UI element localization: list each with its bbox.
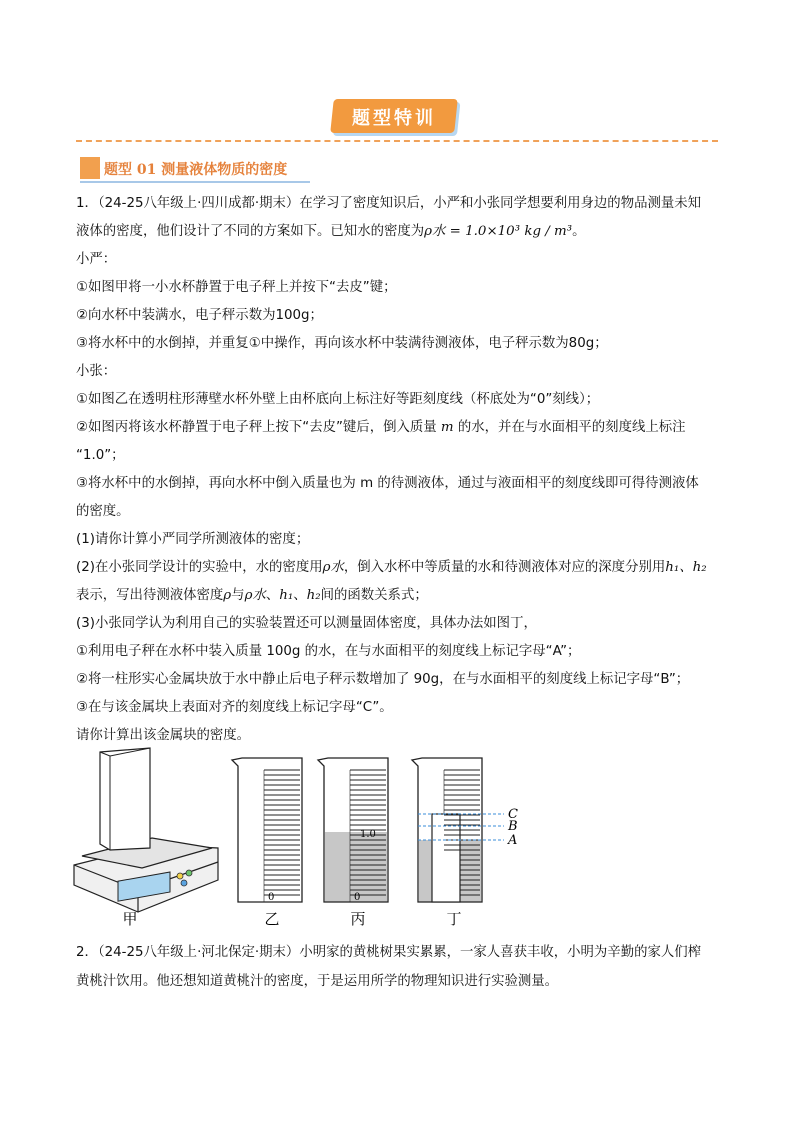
xiaoyan-step-1: ①如图甲将一小水杯静置于电子秤上并按下“去皮”键； bbox=[76, 280, 397, 295]
h1: h₁ bbox=[279, 588, 294, 603]
section-underline bbox=[80, 181, 310, 183]
caption-ding: 丁 bbox=[446, 910, 462, 928]
xiaozhang-step-1: ①如图乙在透明柱形薄壁水杯外壁上由杯底向上标注好等距刻度线（杯底处为“0”刻线）； bbox=[76, 392, 600, 407]
subquestion-2-line2 bbox=[76, 582, 721, 610]
caption-bing: 丙 bbox=[350, 910, 366, 928]
xiaoyan-step-3: ③将水杯中的水倒掉，并重复①中操作，再向该水杯中装满待测液体，电子秤示数为80g； bbox=[76, 336, 608, 351]
subquestion-3-end: 请你计算出该金属块的密度。 bbox=[76, 728, 251, 743]
xz-step2-text-a: ②如图丙将该水杯静置于电子秤上按下“去皮”键后，倒入质量 bbox=[76, 420, 437, 435]
question-1 bbox=[76, 190, 721, 750]
dashed-divider bbox=[76, 140, 718, 142]
rho-water: ρ水 bbox=[322, 560, 344, 575]
rho-water-2: ρ水 bbox=[244, 588, 266, 603]
sub2-sep-2: 、 bbox=[293, 588, 307, 603]
xiaozhang-step-2 bbox=[76, 414, 721, 442]
q2-line1: 2．（24-25八年级上·河北保定·期末）小明家的黄桃树果实累累，一家人喜获丰收，小明为辛勤的家人们榨 bbox=[76, 945, 702, 960]
sub2-text-d: 与 bbox=[231, 588, 245, 603]
xiaozhang-label: 小张： bbox=[76, 364, 117, 379]
water-density-formula: ρ水 = 1.0×10³ kg / m³ bbox=[424, 224, 573, 239]
h1-h2: h₁、h₂ bbox=[665, 560, 707, 575]
beakers-group bbox=[232, 758, 518, 903]
xiaoyan-step-2: ②向水杯中装满水，电子秤示数为100g； bbox=[76, 308, 323, 323]
sub2-sep-1: 、 bbox=[265, 588, 280, 603]
metal-block bbox=[432, 814, 460, 902]
banner-title: 题型特训 bbox=[352, 108, 436, 129]
caption-jia: 甲 bbox=[122, 910, 138, 928]
subquestion-3-step-3: ③在与该金属块上表面对齐的刻度线上标记字母“C”。 bbox=[76, 700, 393, 715]
q2-line2: 黄桃汁饮用。他还想知道黄桃汁的密度，于是运用所学的物理知识进行实验测量。 bbox=[76, 974, 559, 989]
zero-label: 0 bbox=[354, 892, 361, 903]
rho: ρ bbox=[223, 588, 232, 603]
section-marker-icon bbox=[80, 157, 100, 179]
experiment-figures bbox=[68, 740, 548, 930]
xiaoyan-label: 小严： bbox=[76, 252, 117, 267]
q1-period: 。 bbox=[572, 224, 586, 239]
xiaozhang-step-3: ③将水杯中的水倒掉，再向水杯中倒入质量也为 m 的待测液体，通过与液面相平的刻度线即可得待测液体 bbox=[76, 476, 699, 491]
figure-svg bbox=[68, 740, 548, 930]
sub2-text-a: (2)在小张同学设计的实验中，水的密度用 bbox=[76, 560, 323, 575]
q1-intro-text: 液体的密度，他们设计了不同的方案如下。已知水的密度为 bbox=[76, 224, 425, 239]
level-letter-B: B bbox=[508, 819, 518, 834]
sub2-text-b: ，倒入水杯中等质量的水和待测液体对应的深度分别用 bbox=[343, 560, 666, 575]
sub2-text-f: 间的函数关系式； bbox=[320, 588, 428, 603]
level-letter-C: C bbox=[508, 807, 518, 822]
subquestion-1: (1)请你计算小严同学所测液体的密度； bbox=[76, 532, 310, 547]
q1-intro-line2 bbox=[76, 218, 721, 246]
scale-figure bbox=[74, 748, 218, 912]
xiaozhang-step-3-cont: 的密度。 bbox=[76, 504, 130, 519]
xiaozhang-step-2-cont: “1.0”； bbox=[76, 448, 125, 463]
subquestion-2-line1 bbox=[76, 554, 721, 582]
var-m: m bbox=[440, 420, 454, 435]
h2: h₂ bbox=[306, 588, 321, 603]
section-banner bbox=[332, 99, 462, 135]
subquestion-3-step-2: ②将一柱形实心金属块放于水中静止后电子秤示数增加了 90g，在与水面相平的刻度线上标记字母“B”； bbox=[76, 672, 690, 687]
mark-label-1-0: 1.0 bbox=[360, 829, 376, 840]
level-letter-A: A bbox=[508, 833, 518, 848]
subquestion-3-step-1: ①利用电子秤在水杯中装入质量 100g 的水，在与水面相平的刻度线上标记字母“A”； bbox=[76, 644, 581, 659]
subquestion-3: (3)小张同学认为利用自己的实验装置还可以测量固体密度，具体办法如图丁， bbox=[76, 616, 537, 631]
zero-label: 0 bbox=[268, 892, 275, 903]
q1-intro-line1: 1．（24-25八年级上·四川成都·期末）在学习了密度知识后，小严和小张同学想要利用身边的物品测量未知 bbox=[76, 196, 702, 211]
sub2-text-c: 表示，写出待测液体密度 bbox=[76, 588, 224, 603]
xz-step2-text-b: 的水，并在与水面相平的刻度线上标注 bbox=[457, 420, 686, 435]
section-title: 题型 01 测量液体物质的密度 bbox=[104, 162, 288, 178]
question-2 bbox=[76, 938, 721, 996]
caption-yi: 乙 bbox=[264, 910, 280, 928]
